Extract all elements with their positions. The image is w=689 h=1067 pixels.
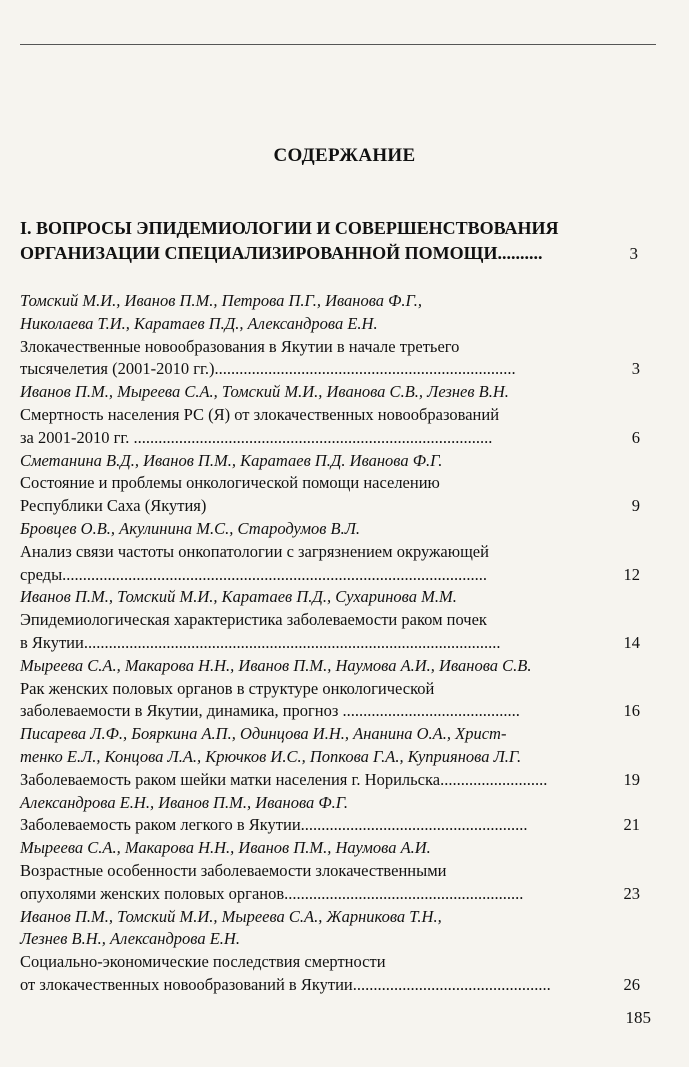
toc-title-line: [20, 609, 640, 632]
toc-title-line: [20, 814, 640, 837]
toc-title-line: [20, 951, 640, 974]
toc-line-text: Николаева Т.И., Каратаев П.Д., Александрова Е.Н.: [20, 313, 378, 333]
toc-title-line: [20, 404, 640, 427]
toc-line-text: Александрова Е.Н., Иванов П.М., Иванова Ф.Г.: [20, 792, 349, 812]
toc-line-text: Бровцев О.В., Акулинина М.С., Стародумов В.Л.: [20, 518, 361, 538]
toc-page-number: 14: [623, 632, 640, 652]
toc-line-text: Социально-экономические последствия смертности: [20, 952, 386, 972]
toc-title-line: [20, 974, 640, 997]
toc-authors-line: [20, 450, 640, 473]
toc-line-text: тысячелетия (2001-2010 гг.).........................................................................: [20, 359, 516, 379]
toc-title-line: [20, 358, 640, 381]
page-folio: 185: [625, 1008, 651, 1027]
toc-line-text: в Якутии.....................................................................................................: [20, 632, 501, 652]
toc-line-text: от злокачественных новообразований в Якутии................................................: [20, 974, 551, 994]
toc-line-text: за 2001-2010 гг. .......................................................................................: [20, 427, 493, 447]
toc-line-text: Анализ связи частоты онкопатологии с загрязнением окружающей: [20, 541, 489, 561]
toc-page-number: 16: [623, 701, 640, 721]
toc-line-text: Иванов П.М., Томский М.И., Мыреева С.А., Жарникова Т.Н.,: [20, 906, 442, 926]
toc-page-number: 6: [631, 427, 640, 447]
toc-line-text: тенко Е.Л., Концова Л.А., Крючков И.С., Попкова Г.А., Куприянова Л.Г.: [20, 746, 522, 766]
page-title: СОДЕРЖАНИЕ: [273, 145, 416, 166]
toc-line-text: Заболеваемость раком легкого в Якутии.......................................................: [20, 815, 528, 835]
toc-title-line: [20, 860, 640, 883]
toc-line-text: Томский М.И., Иванов П.М., Петрова П.Г., Иванова Ф.Г.,: [20, 291, 422, 310]
toc-line-text: Злокачественные новообразования в Якутии в начале третьего: [20, 336, 460, 356]
toc-entries: [20, 290, 640, 997]
toc-page-number: 26: [623, 974, 640, 994]
toc-title-line: [20, 541, 640, 564]
toc-line-text: Республики Саха (Якутия): [20, 496, 207, 516]
toc-page-number: 12: [623, 564, 640, 584]
toc-line-text: Возрастные особенности заболеваемости злокачественными: [20, 860, 447, 880]
toc-title-line: [20, 495, 640, 518]
toc-title-line: [20, 564, 640, 587]
toc-authors-line: [20, 746, 640, 769]
section-heading: [20, 216, 640, 266]
toc-page-number: 3: [631, 359, 640, 379]
toc-title-line: [20, 632, 640, 655]
toc-page-number: 9: [631, 496, 640, 516]
toc-line-text: Лезнев В.Н., Александрова Е.Н.: [20, 929, 240, 949]
toc-authors-line: [20, 906, 640, 929]
section-heading-line-1: I. ВОПРОСЫ ЭПИДЕМИОЛОГИИ И СОВЕРШЕНСТВОВАНИЯ: [20, 218, 559, 238]
toc-line-text: заболеваемости в Якутии, динамика, прогноз ...........................................: [20, 701, 520, 721]
toc-line-text: опухолями женских половых органов..........................................................: [20, 883, 524, 903]
toc-authors-line: [20, 586, 640, 609]
toc-line-text: Смертность населения РС (Я) от злокачественных новообразований: [20, 404, 500, 424]
toc-authors-line: [20, 723, 640, 746]
top-rule: [20, 44, 656, 45]
toc-authors-line: [20, 928, 640, 951]
toc-title-line: [20, 336, 640, 359]
toc-line-text: Иванов П.М., Мыреева С.А., Томский М.И., Иванова С.В., Лезнев В.Н.: [20, 382, 509, 402]
toc-authors-line: [20, 655, 640, 678]
toc-title-line: [20, 700, 640, 723]
toc-authors-line: [20, 518, 640, 541]
toc-title-line: [20, 769, 640, 792]
toc-authors-line: [20, 290, 640, 313]
toc-line-text: Мыреева С.А., Макарова Н.Н., Иванов П.М., Наумова А.И.: [20, 838, 431, 858]
toc-line-text: среды.......................................................................................................: [20, 564, 488, 584]
toc-authors-line: [20, 837, 640, 860]
toc-line-text: Рак женских половых органов в структуре онкологической: [20, 678, 435, 698]
toc-title-line: [20, 472, 640, 495]
toc-title-line: [20, 427, 640, 450]
toc-title-line: [20, 678, 640, 701]
toc-authors-line: [20, 381, 640, 404]
toc-line-text: Писарева Л.Ф., Бояркина А.П., Одинцова И.Н., Ананина О.А., Христ-: [20, 724, 507, 744]
toc-page-number: 19: [623, 769, 640, 789]
toc-line-text: Состояние и проблемы онкологической помощи населению: [20, 473, 440, 493]
section-heading-line-2: ОРГАНИЗАЦИИ СПЕЦИАЛИЗИРОВАННОЙ ПОМОЩИ..........: [20, 243, 543, 263]
toc-line-text: Сметанина В.Д., Иванов П.М., Каратаев П.Д. Иванова Ф.Г.: [20, 450, 443, 470]
toc-line-text: Иванов П.М., Томский М.И., Каратаев П.Д., Сухаринова М.М.: [20, 587, 457, 607]
section-page-number: 3: [629, 244, 638, 263]
toc-title-line: [20, 883, 640, 906]
toc-authors-line: [20, 313, 640, 336]
toc-line-text: Заболеваемость раком шейки матки населения г. Норильска..........................: [20, 769, 548, 789]
toc-line-text: Мыреева С.А., Макарова Н.Н., Иванов П.М., Наумова А.И., Иванова С.В.: [20, 655, 532, 675]
toc-line-text: Эпидемиологическая характеристика заболеваемости раком почек: [20, 610, 487, 630]
toc-page-number: 21: [623, 815, 640, 835]
toc-authors-line: [20, 792, 640, 815]
toc-page-number: 23: [623, 883, 640, 903]
